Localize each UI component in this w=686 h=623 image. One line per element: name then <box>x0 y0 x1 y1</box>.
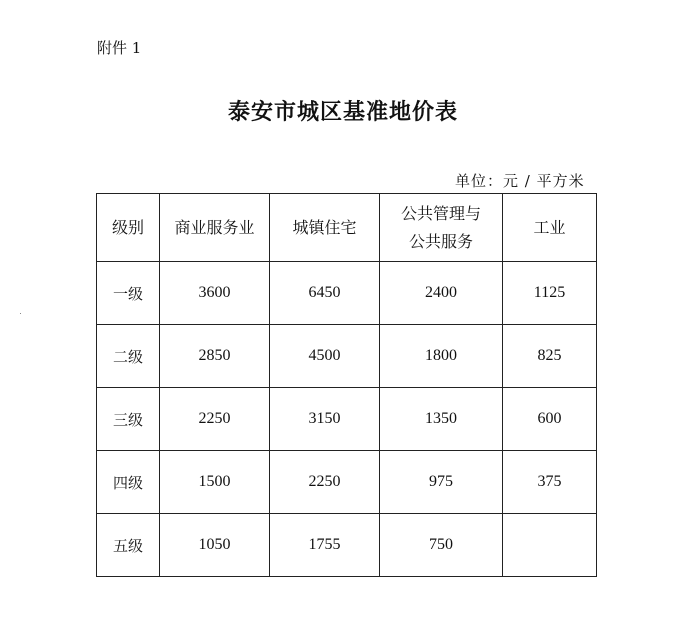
residential-cell: 6450 <box>270 262 380 325</box>
attachment-label: 附件 1 <box>97 39 142 57</box>
commercial-cell: 3600 <box>160 262 270 325</box>
table-row <box>97 325 597 388</box>
public-service-cell: 2400 <box>380 262 503 325</box>
industrial-cell <box>503 514 597 577</box>
land-price-table <box>96 193 597 577</box>
industrial-cell: 600 <box>503 388 597 451</box>
table-row <box>97 451 597 514</box>
table-row <box>97 262 597 325</box>
scan-dot <box>20 313 21 314</box>
header-public-service: 公共管理与 公共服务 <box>380 194 503 262</box>
commercial-cell: 1500 <box>160 451 270 514</box>
commercial-cell: 1050 <box>160 514 270 577</box>
level-cell: 五级 <box>97 514 160 577</box>
commercial-cell: 2850 <box>160 325 270 388</box>
public-service-cell: 1800 <box>380 325 503 388</box>
level-cell: 一级 <box>97 262 160 325</box>
residential-cell: 3150 <box>270 388 380 451</box>
industrial-cell: 1125 <box>503 262 597 325</box>
header-residential: 城镇住宅 <box>270 194 380 262</box>
public-service-cell: 1350 <box>380 388 503 451</box>
residential-cell: 4500 <box>270 325 380 388</box>
commercial-cell: 2250 <box>160 388 270 451</box>
residential-cell: 2250 <box>270 451 380 514</box>
table-row <box>97 514 597 577</box>
public-service-cell: 750 <box>380 514 503 577</box>
level-cell: 四级 <box>97 451 160 514</box>
industrial-cell: 375 <box>503 451 597 514</box>
table-row <box>97 388 597 451</box>
document-title: 泰安市城区基准地价表 <box>227 99 458 125</box>
header-level: 级别 <box>97 194 160 262</box>
level-cell: 三级 <box>97 388 160 451</box>
residential-cell: 1755 <box>270 514 380 577</box>
level-cell: 二级 <box>97 325 160 388</box>
unit-note: 单位：元 / 平方米 <box>455 172 585 190</box>
industrial-cell: 825 <box>503 325 597 388</box>
header-industrial: 工业 <box>503 194 597 262</box>
table-header-row <box>97 194 597 262</box>
public-service-cell: 975 <box>380 451 503 514</box>
header-commercial: 商业服务业 <box>160 194 270 262</box>
